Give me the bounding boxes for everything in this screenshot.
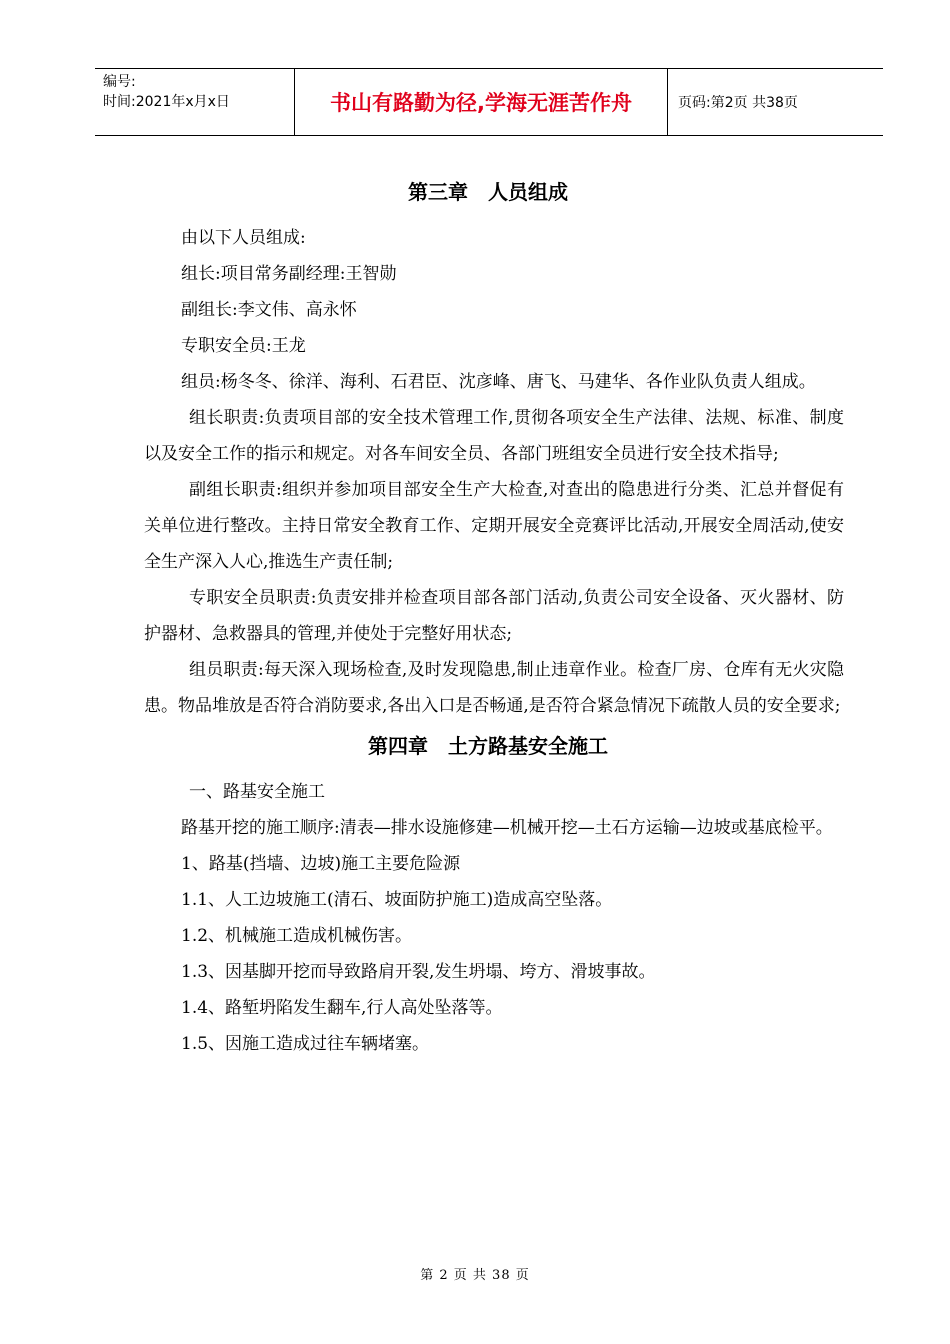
- paragraph: 专职安全员:王龙: [181, 336, 306, 356]
- header-page-info: 页码:第2页 共38页: [678, 95, 798, 111]
- paragraph: 1.2、机械施工造成机械伤害。: [181, 926, 413, 946]
- serial-label: 编号:: [103, 74, 136, 90]
- paragraph: 组员职责:每天深入现场检查,及时发现隐患,制止违章作业。检查厂房、仓库有无火灾隐患。物品堆放是否符合消防要求,各出入口是否畅通,是否符合紧急情况下疏散人员的安全要求;: [144, 660, 844, 716]
- paragraph: 1、路基(挡墙、边坡)施工主要危险源: [181, 854, 461, 874]
- paragraph: 1.1、人工边坡施工(清石、坡面防护施工)造成高空坠落。: [181, 890, 613, 910]
- paragraph: 专职安全员职责:负责安排并检查项目部各部门活动,负责公司安全设备、灭火器材、防护器材、急救器具的管理,并使处于完整好用状态;: [144, 588, 844, 644]
- paragraph: 组员:杨冬冬、徐洋、海利、石君臣、沈彦峰、唐飞、马建华、各作业队负责人组成。: [181, 372, 816, 392]
- paragraph: 由以下人员组成:: [181, 228, 306, 248]
- chapter-title: 第四章 土方路基安全施工: [368, 734, 608, 758]
- paragraph: 1.5、因施工造成过往车辆堵塞。: [181, 1034, 430, 1054]
- page-footer: 第 2 页 共 38 页: [420, 1268, 530, 1283]
- paragraph: 1.4、路堑坍陷发生翻车,行人高处坠落等。: [181, 998, 503, 1018]
- header-motto: 书山有路勤为径,学海无涯苦作舟: [295, 69, 668, 135]
- header-meta: [95, 69, 295, 135]
- paragraph: 组长:项目常务副经理:王智勋: [181, 264, 397, 284]
- paragraph: 路基开挖的施工顺序:清表—排水设施修建—机械开挖—土石方运输—边坡或基底检平。: [181, 818, 833, 838]
- paragraph: 副组长职责:组织并参加项目部安全生产大检查,对查出的隐患进行分类、汇总并督促有关单位进行整改。主持日常安全教育工作、定期开展安全竞赛评比活动,开展安全周活动,使安全生产深入人心,推选生产责任制;: [144, 480, 844, 572]
- paragraph: 组长职责:负责项目部的安全技术管理工作,贯彻各项安全生产法律、法规、标准、制度以及安全工作的指示和规定。对各车间安全员、各部门班组安全员进行安全技术指导;: [144, 408, 844, 464]
- time-label: 时间:2021年x月x日: [103, 94, 230, 110]
- page-header: [95, 68, 883, 136]
- paragraph: 副组长:李文伟、高永怀: [181, 300, 357, 320]
- chapter-title: 第三章 人员组成: [408, 180, 568, 204]
- section-title: 一、路基安全施工: [189, 782, 325, 802]
- paragraph: 1.3、因基脚开挖而导致路肩开裂,发生坍塌、垮方、滑坡事故。: [181, 962, 656, 982]
- document-body: [144, 170, 844, 1062]
